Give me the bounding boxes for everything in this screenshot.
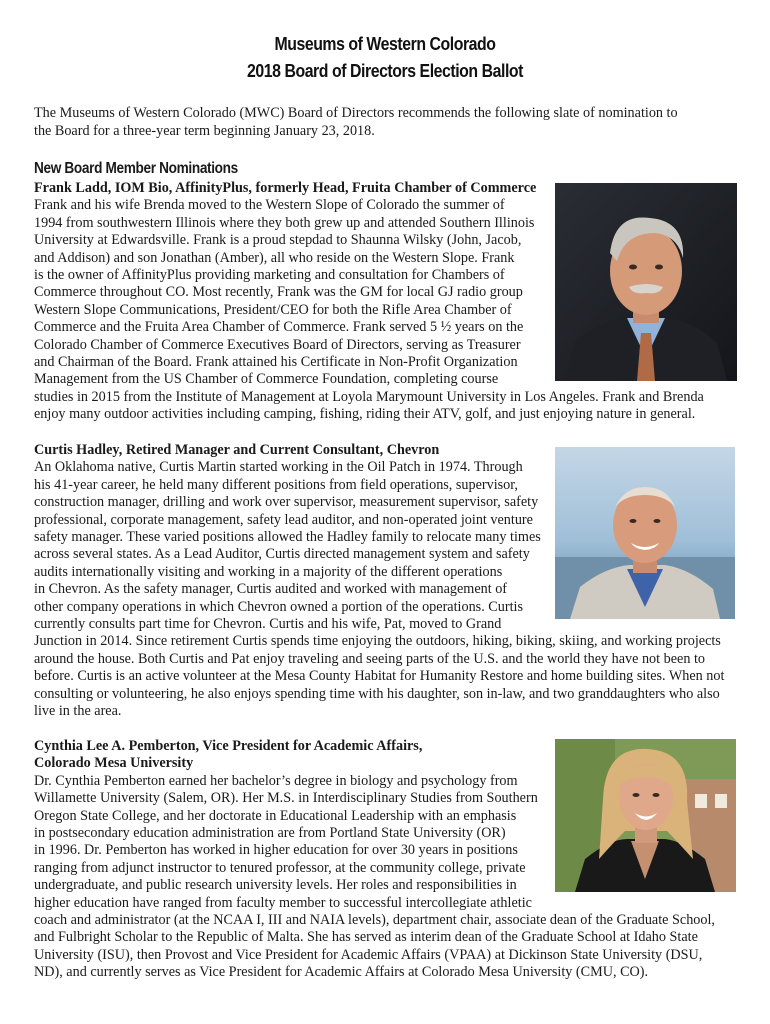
bio-text-line: Management from the US Chamber of Commerce Foundation, completing course bbox=[34, 371, 499, 388]
bio-text-line: and Chairman of the Board. Frank attained his Certificate in Non-Profit Organization bbox=[34, 354, 518, 371]
bio-text-line: in 1996. Dr. Pemberton has worked in higher education for over 30 years in positions bbox=[34, 842, 518, 859]
bio-text-line: Dr. Cynthia Pemberton earned her bachelor’s degree in biology and psychology from bbox=[34, 772, 518, 789]
intro-line: the Board for a three-year term beginning January 23, 2018. bbox=[34, 123, 375, 139]
bio-text-line: and Addison) and son Jonathan (Amber), all who reside on the Western Slope. Frank bbox=[34, 249, 515, 266]
bio-text-line: currently consults part time for Chevron. Curtis and his wife, Pat, moved to Grand bbox=[34, 616, 502, 633]
bio-text-line: Frank and his wife Brenda moved to the Western Slope of Colorado the summer of bbox=[34, 197, 505, 214]
intro-line: The Museums of Western Colorado (MWC) Board of Directors recommends the following slate of nomination to bbox=[34, 105, 678, 121]
bio-text-line: 1994 from southwestern Illinois where they both grew up and attended Southern Illinois bbox=[34, 214, 535, 231]
bio-text-line: An Oklahoma native, Curtis Martin started working in the Oil Patch in 1974. Through bbox=[34, 459, 523, 476]
bio-text-line: his 41-year career, he held many different positions from field operations, supervisor, bbox=[34, 476, 518, 493]
bio-text-line: around the house. Both Curtis and Pat enjoy traveling and seeing parts of the U.S. and the world they have not been to bbox=[34, 650, 706, 667]
bio-text-line: University at Edwardsville. Frank is a proud stepdad to Shaunna Wilsky (John, Jacob, bbox=[34, 232, 522, 249]
nominee-heading: Colorado Mesa University bbox=[34, 755, 194, 772]
nominee-photo-frank bbox=[555, 183, 737, 381]
nominee-heading: Cynthia Lee A. Pemberton, Vice President for Academic Affairs, bbox=[34, 738, 423, 754]
bio-text-line: Western Slope Communications, President/CEO for both the Rifle Area Chamber of bbox=[34, 301, 512, 318]
page-title-line1: Museums of Western Colorado bbox=[274, 34, 496, 54]
bio-text-line: consulting or volunteering, he also enjoys spending time with his daughter, son in-law, and two granddaughters who also bbox=[34, 685, 720, 702]
bio-text-line: studies in 2015 from the Institute of Management at Loyola Marymount University in Los Angeles. Frank and Brenda bbox=[34, 388, 704, 405]
bio-text-line: undergraduate, and public research university levels. Her roles and responsibilities in bbox=[34, 877, 517, 894]
bio-text-line: Commerce and the Fruita Area Chamber of Commerce. Frank served 5 ½ years on the bbox=[34, 319, 524, 336]
bio-text-line: construction manager, drilling and work over supervisor, measurement supervisor, safety bbox=[34, 494, 539, 511]
bio-text-line: before. Curtis is an active volunteer at the Mesa County Habitat for Humanity Restore and home building sites. When not bbox=[34, 668, 725, 685]
bio-text-line: ranging from adjunct instructor to tenured professor, at the community college, private bbox=[34, 859, 526, 876]
bio-text-line: professional, corporate management, safety lead auditor, and non-operated joint venture bbox=[34, 511, 533, 528]
bio-text-line: Oregon State College, and her doctorate in Educational Leadership with an emphasis bbox=[34, 807, 517, 824]
section-title: New Board Member Nominations bbox=[34, 160, 238, 177]
bio-text-line: audits internationally visiting and working in a majority of the different operations bbox=[34, 563, 503, 580]
bio-text-line: Colorado Chamber of Commerce Executives Board of Directors, serving as Treasurer bbox=[34, 336, 521, 353]
bio-text-line: higher education have ranged from faculty member to successful intercollegiate athletic bbox=[34, 894, 532, 911]
bio-text-line: in Chevron. As the safety manager, Curtis audited and worked with management of bbox=[34, 581, 508, 598]
nominee-heading: Frank Ladd, IOM Bio, AffinityPlus, formerly Head, Fruita Chamber of Commerce bbox=[34, 180, 537, 196]
page-title-line2: 2018 Board of Directors Election Ballot bbox=[247, 61, 523, 81]
bio-text-line: other company operations in which Chevron owned a portion of the operations. Curtis bbox=[34, 598, 523, 615]
bio-text-line: safety manager. These varied positions allowed the Hadley family to relocate many times bbox=[34, 529, 541, 546]
bio-text-line: in postsecondary education administration are from Portland State University (OR) bbox=[34, 825, 506, 842]
bio-text-line: enjoy many outdoor activities including camping, fishing, riding their ATV, golf, and just enjoying nature in general. bbox=[34, 406, 696, 423]
bio-text-line: Willamette University (Salem, OR). Her M.S. in Interdisciplinary Studies from Southern bbox=[34, 790, 538, 807]
nominee-photo-curtis bbox=[555, 447, 735, 619]
bio-text-line: coach and administrator (at the NCAA I, III and NAIA levels), department chair, associate dean of the Graduate School, bbox=[34, 912, 715, 929]
intro-paragraph bbox=[34, 104, 734, 140]
bio-text-line: and Fulbright Scholar to the Republic of Malta. She has served as interim dean of the Graduate School at Idaho State bbox=[34, 929, 698, 946]
bio-text-line: live in the area. bbox=[34, 703, 122, 720]
bio-text-line: Junction in 2014. Since retirement Curtis spends time enjoying the outdoors, hiking, biking, skiing, and working projects bbox=[34, 633, 721, 650]
bio-text-line: University (ISU), then Provost and Vice President for Academic Affairs (VPAA) at Dickinson State University (DSU, bbox=[34, 946, 703, 963]
bio-text-line: is the owner of AffinityPlus providing marketing and consultation for Chambers of bbox=[34, 267, 505, 284]
bio-text-line: Commerce throughout CO. Most recently, Frank was the GM for local GJ radio group bbox=[34, 284, 523, 301]
nominee-photo-cynthia bbox=[555, 739, 736, 892]
bio-text-line: ND), and currently serves as Vice President for Academic Affairs at Colorado Mesa University (CMU, CO). bbox=[34, 964, 649, 981]
bio-text-line: across several states. As a Lead Auditor, Curtis directed management system and safety bbox=[34, 546, 530, 563]
nominee-heading: Curtis Hadley, Retired Manager and Current Consultant, Chevron bbox=[34, 442, 440, 458]
